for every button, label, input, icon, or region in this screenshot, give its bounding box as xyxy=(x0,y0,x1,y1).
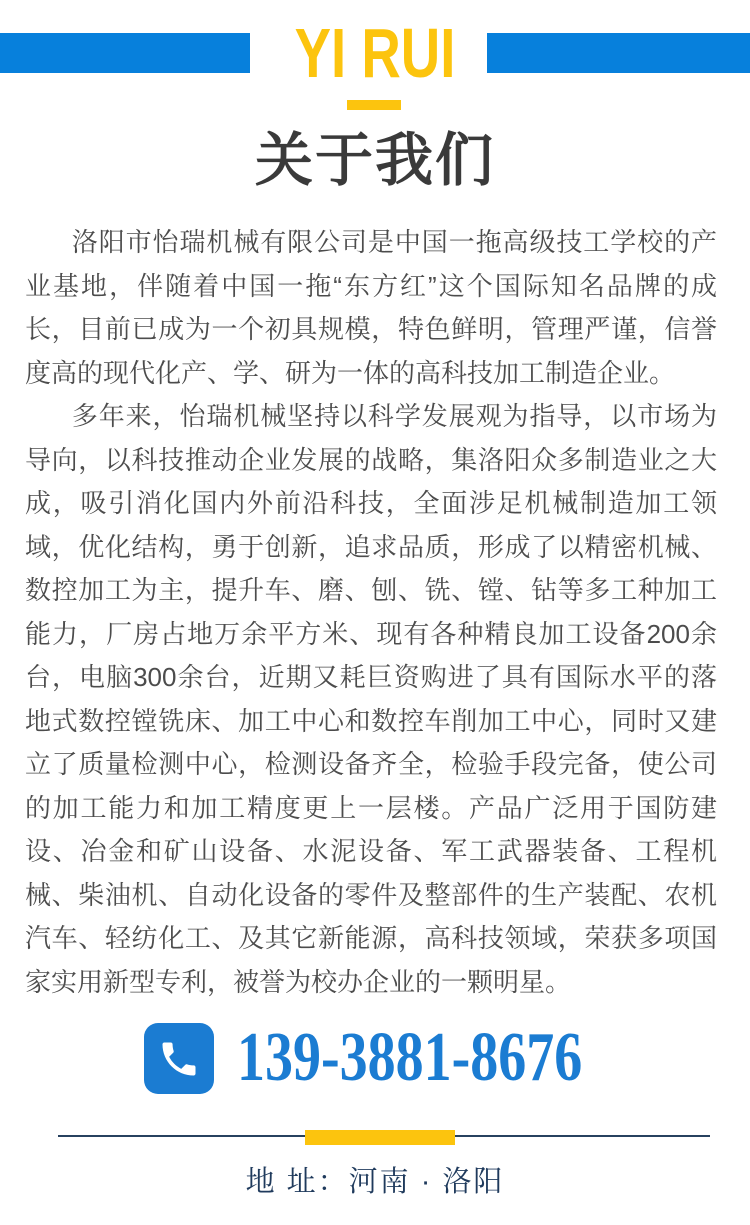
about-text xyxy=(25,221,717,1004)
brand-logo: YI RUI xyxy=(294,14,456,92)
about-paragraph: 洛阳市怡瑞机械有限公司是中国一拖高级技工学校的产业基地，伴随着中国一拖“东方红”这个国际知名品牌的成长，目前已成为一个初具规模，特色鲜明，管理严谨，信誉度高的现代化产、学、研为一体的高科技加工制造企业。 xyxy=(25,227,717,388)
phone-icon xyxy=(157,1037,201,1081)
address-text: 地 址：河南 · 洛阳 xyxy=(245,1166,505,1198)
phone-number[interactable]: 139-3881-8676 xyxy=(237,1019,583,1096)
page-title: 关于我们 xyxy=(254,128,495,193)
brand-underline xyxy=(347,100,401,110)
about-paragraph: 多年来，怡瑞机械坚持以科学发展观为指导，以市场为导向，以科技推动企业发展的战略，集洛阳众多制造业之大成，吸引消化国内外前沿科技，全面涉足机械制造加工领域，优化结构，勇于创新，追求品质，形成了以精密机械、数控加工为主，提升车、磨、刨、铣、镗、钻等多工种加工能力，厂房占地万余平方米、现有各种精良加工设备200余台，电脑300余台，近期又耗巨资购进了具有国际水平的落地式数控镗铣床、加工中心和数控车削加工中心，同时又建立了质量检测中心，检测设备齐全，检验手段完备，使公司的加工能力和加工精度更上一层楼。产品广泛用于国防建设、冶金和矿山设备、水泥设备、军工武器装备、工程机械、柴油机、自动化设备的零件及整部件的生产装配、农机汽车、轻纺化工、及其它新能源，高科技领域，荣获多项国家实用新型专利，被誉为校办企业的一颗明星。 xyxy=(25,401,717,997)
phone-badge[interactable] xyxy=(144,1023,214,1094)
footer-divider-accent xyxy=(305,1130,455,1145)
